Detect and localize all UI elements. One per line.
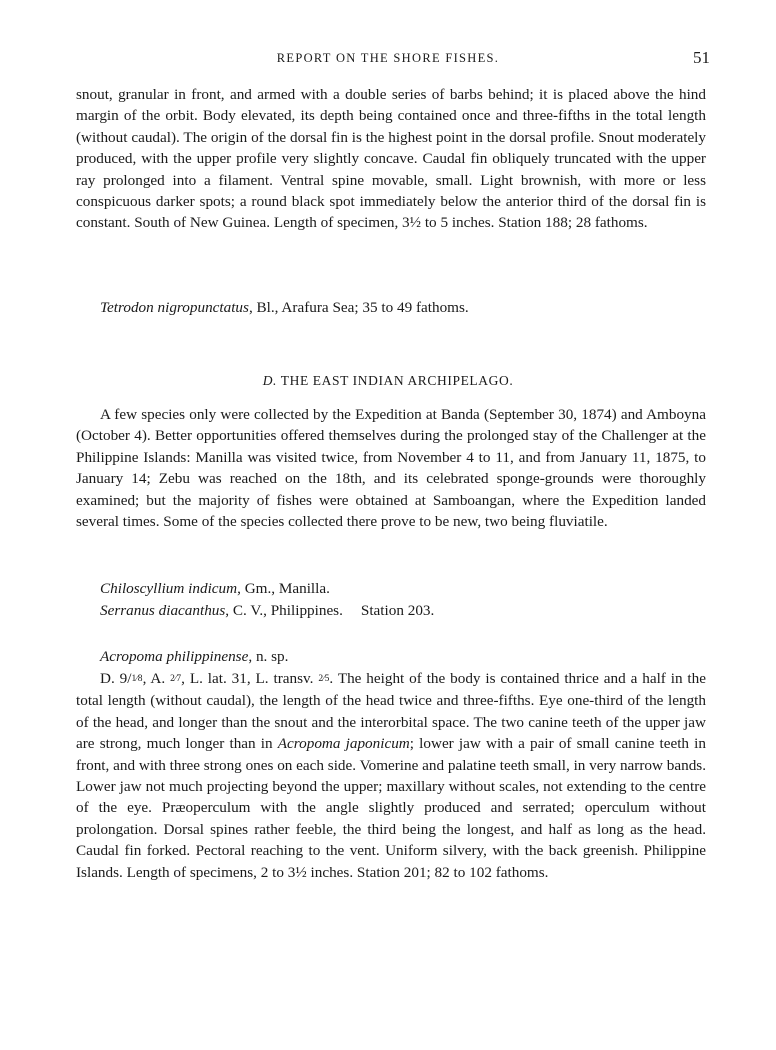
fin-formula-dorsal: D. 9/ (100, 670, 132, 687)
fin-formula-anal: , A. (142, 670, 171, 687)
running-header (0, 48, 776, 72)
fin-formula-transverse-fraction: 2⁄5 (318, 674, 330, 684)
species-entry-chiloscyllium (100, 578, 330, 599)
length-value: 3½ (287, 863, 307, 881)
section-heading (0, 373, 776, 389)
compared-species: Acropoma japonicum (277, 735, 410, 753)
paragraph-text: snout, granular in front, and armed with a double series of barbs behind; it is placed above the hind margin of the orbit. Body elevated, its depth being contained once and three-fifths in the total length (without caudal). The origin of the dorsal fin is the highest point in the dorsal profile. Snout moderately produced, with the upper profile very slightly concave. Caudal fin obliquely truncated with the upper ray prolonged into a filament. Ventral spine movable, small. Light brownish, with more or less conspicuous darker spots; a round black spot immediately below the anterior third of the dorsal fin is constant. South of New Guinea. Length of specimen, (76, 86, 706, 232)
species-entry-tetrodon (100, 297, 469, 318)
page-number: 51 (693, 48, 710, 67)
paragraph-intro (76, 404, 706, 532)
species-entry-serranus (100, 600, 434, 621)
running-title: REPORT ON THE SHORE FISHES. (276, 51, 500, 65)
species-detail: , Bl., Arafura Sea; 35 to 49 fathoms. (248, 299, 469, 316)
species-detail: , n. sp. (248, 648, 289, 665)
fin-formula-dorsal-fraction: 1⁄8 (131, 674, 143, 684)
section-title: THE EAST INDIAN ARCHIPELAGO. (277, 373, 514, 388)
length-value: 3½ (402, 214, 422, 232)
section-letter: D. (262, 373, 278, 388)
description-text: . The height of the body is contained thrice and a half in the total length (without caudal), the length of the head twice and three-fifths. Eye one-third of the length of the head, and longer than the snout and the interorbital space. The two canine teeth of the upper jaw are strong, much longer than in (76, 670, 706, 753)
description-text-cont: ; lower jaw with a pair of small canine teeth in front, and with three strong ones on each side. Vomerine and palatine teeth small, in very narrow bands. Lower jaw not much projecting beyond the upper; maxillary without scales, not extending to the centre of the eye. Præoperculum with the angle slightly produced and serrated; operculum without prolongation. Dorsal spines rather feeble, the third being the longest, and half as long as the head. Caudal fin forked. Pectoral reaching to the vent. Uniform silvery, with the back greenish. Philippine Islands. Length of specimens, 2 to (76, 735, 706, 881)
species-detail: , Gm., Manilla. (237, 580, 330, 597)
species-name: Serranus diacanthus (100, 602, 226, 619)
station-number: Station 203. (360, 602, 435, 619)
species-description (76, 668, 706, 883)
fin-formula-lateral: , L. lat. 31, L. transv. (181, 670, 319, 687)
species-name: Chiloscyllium indicum (100, 580, 238, 597)
species-heading-acropoma (100, 646, 288, 667)
paragraph-text-end: to 5 inches. Station 188; 28 fathoms. (421, 214, 648, 232)
fin-formula-anal-fraction: 2⁄7 (170, 674, 182, 684)
description-text-end: inches. Station 201; 82 to 102 fathoms. (306, 863, 549, 881)
species-name: Acropoma philippinense (100, 648, 249, 665)
species-name: Tetrodon nigropunctatus (100, 299, 249, 316)
species-detail: , C. V., Philippines. (225, 602, 343, 619)
paragraph-text: A few species only were collected by the Expedition at Banda (September 30, 1874) and Amboyna (October 4). Better opportunities offered themselves during the prolonged stay of the Challenger at the Philippine Islands: Manilla was visited twice, from November 4 to 11, and from January 11, 1875, to January 14; Zebu was reached on the 18th, and its celebrated sponge-grounds were thoroughly examined; but the majority of fishes were obtained at Samboangan, where the Expedition landed several times. Some of the species collected there prove to be new, two being fluviatile. (76, 406, 706, 531)
paragraph-continuation (76, 84, 706, 234)
